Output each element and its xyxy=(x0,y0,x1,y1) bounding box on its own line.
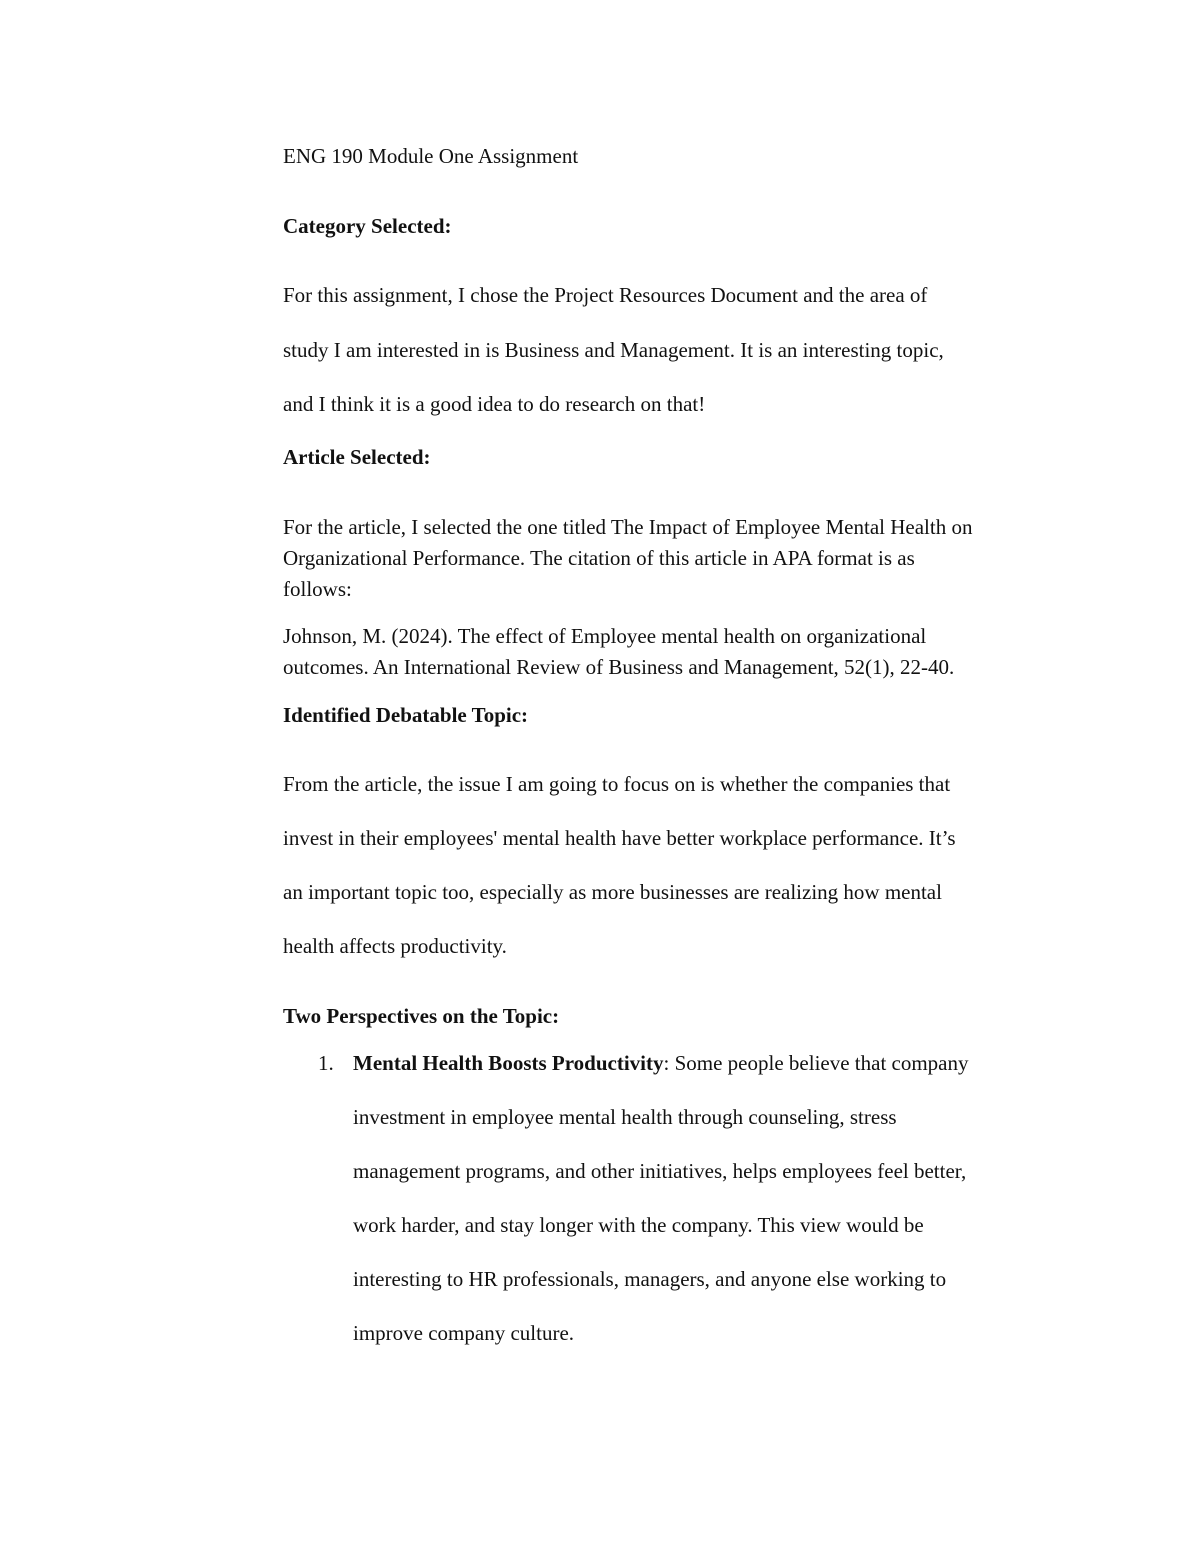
perspectives-heading: Two Perspectives on the Topic: xyxy=(283,1004,560,1028)
list-item-line: investment in employee mental health through counseling, stress xyxy=(353,1105,897,1129)
document-title: ENG 190 Module One Assignment xyxy=(283,144,579,168)
list-item-number: 1. xyxy=(318,1051,334,1075)
list-item-first-line xyxy=(353,1053,969,1074)
category-line: and I think it is a good idea to do research on that! xyxy=(283,392,706,416)
debatable-line: From the article, the issue I am going to focus on is whether the companies that xyxy=(283,772,951,796)
article-line: For the article, I selected the one titled The Impact of Employee Mental Health on xyxy=(283,515,973,539)
list-item-title: Mental Health Boosts Productivity xyxy=(353,1051,664,1075)
citation-line: Johnson, M. (2024). The effect of Employee mental health on organizational xyxy=(283,624,927,648)
debatable-heading: Identified Debatable Topic: xyxy=(283,703,529,727)
category-heading: Category Selected: xyxy=(283,214,452,238)
list-item-line: management programs, and other initiatives, helps employees feel better, xyxy=(353,1159,967,1183)
debatable-line: health affects productivity. xyxy=(283,934,507,958)
category-line: study I am interested in is Business and Management. It is an interesting topic, xyxy=(283,338,944,362)
list-item-line: interesting to HR professionals, managers, and anyone else working to xyxy=(353,1267,947,1291)
article-line: follows: xyxy=(283,577,352,601)
list-item-line: improve company culture. xyxy=(353,1321,575,1345)
article-heading: Article Selected: xyxy=(283,445,431,469)
article-line: Organizational Performance. The citation of this article in APA format is as xyxy=(283,546,915,570)
debatable-line: invest in their employees' mental health have better workplace performance. It’s xyxy=(283,826,956,850)
debatable-line: an important topic too, especially as more businesses are realizing how mental xyxy=(283,880,942,904)
citation-line: outcomes. An International Review of Business and Management, 52(1), 22-40. xyxy=(283,655,955,679)
list-item-first-line-rest: : Some people believe that company xyxy=(663,1051,969,1075)
list-item-line: work harder, and stay longer with the company. This view would be xyxy=(353,1213,924,1237)
category-line: For this assignment, I chose the Project Resources Document and the area of xyxy=(283,283,928,307)
